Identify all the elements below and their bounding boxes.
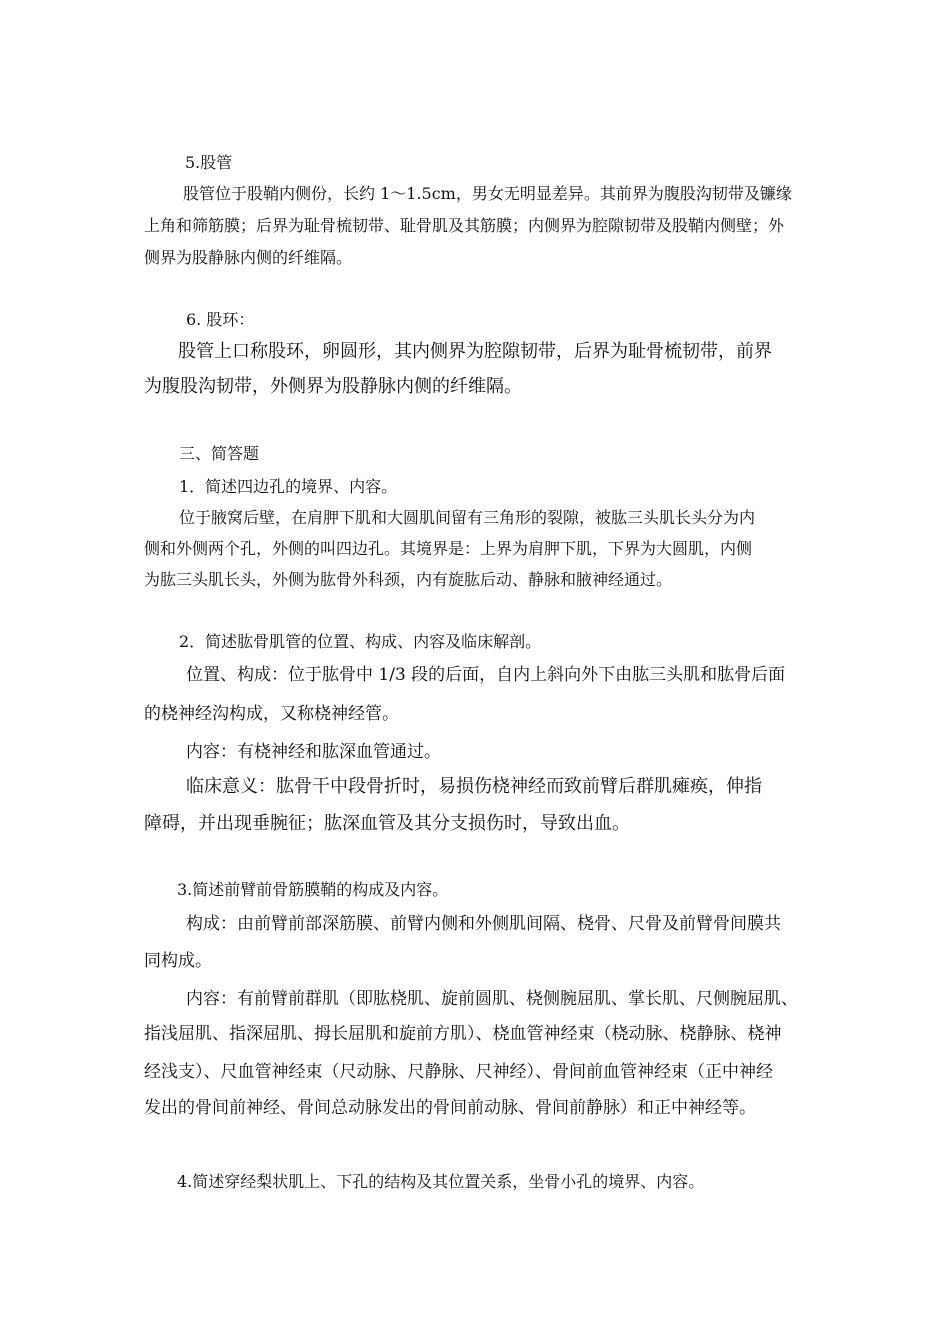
question-1: 1．简述四边孔的境界、内容。	[179, 477, 398, 496]
section-5-line: 股管位于股鞘内侧份，长约 1～1.5cm，男女无明显差异。其前界为腹股沟韧带及镰缘	[183, 184, 792, 203]
part-3-heading: 三、简答题	[179, 444, 260, 463]
question-2: 2．简述肱骨肌管的位置、构成、内容及临床解剖。	[179, 632, 542, 651]
section-5-line: 上角和筛筋膜；后界为耻骨梳韧带、耻骨肌及其筋膜；内侧界为腔隙韧带及股鞘内侧壁；外	[144, 216, 785, 235]
answer-2-clinical-line: 障碍，并出现垂腕征；肱深血管及其分支损伤时，导致出血。	[144, 813, 630, 834]
answer-3-composition-line: 同构成。	[144, 951, 212, 971]
question-3: 3.简述前臂前骨筋膜鞘的构成及内容。	[177, 880, 449, 899]
answer-2-content-line: 内容：有桡神经和肱深血管通过。	[186, 742, 441, 762]
answer-2-position-line: 的桡神经沟构成，又称桡神经管。	[144, 704, 399, 724]
answer-3-content-line: 经浅支）、尺血管神经束（尺动脉、尺静脉、尺神经）、骨间前血管神经束（正中神经	[144, 1062, 773, 1082]
answer-3-composition-line: 构成：由前臂前部深筋膜、前臂内侧和外侧肌间隔、桡骨、尺骨及前臂骨间膜共	[186, 914, 781, 934]
question-4: 4.简述穿经梨状肌上、下孔的结构及其位置关系，坐骨小孔的境界、内容。	[177, 1172, 705, 1191]
answer-1-line: 侧和外侧两个孔，外侧的叫四边孔。其境界是：上界为肩胛下肌，下界为大圆肌，内侧	[144, 539, 753, 558]
answer-2-position-line: 位置、构成：位于肱骨中 1/3 段的后面，自内上斜向外下由肱三头肌和肱骨后面	[186, 665, 786, 685]
section-5-line: 侧界为股静脉内侧的纤维隔。	[144, 248, 353, 267]
section-5-heading: 5.股管	[185, 153, 233, 172]
answer-1-line: 为肱三头肌长头，外侧为肱骨外科颈，内有旋肱后动、静脉和腋神经通过。	[144, 570, 673, 589]
answer-2-clinical-line: 临床意义：肱骨干中段骨折时，易损伤桡神经而致前臂后群肌瘫痪，伸指	[186, 776, 762, 797]
section-6-line: 为腹股沟韧带，外侧界为股静脉内侧的纤维隔。	[144, 376, 522, 397]
answer-3-content-line: 内容：有前臂前群肌（即肱桡肌、旋前圆肌、桡侧腕屈肌、掌长肌、尺侧腕屈肌、	[186, 989, 798, 1009]
answer-3-content-line: 发出的骨间前神经、骨间总动脉发出的骨间前动脉、骨间前静脉）和正中神经等。	[144, 1098, 756, 1118]
answer-1-line: 位于腋窝后壁，在肩胛下肌和大圆肌间留有三角形的裂隙，被肱三头肌长头分为内	[179, 508, 756, 527]
section-6-line: 股管上口称股环，卵圆形，其内侧界为腔隙韧带，后界为耻骨梳韧带，前界	[178, 341, 772, 362]
answer-3-content-line: 指浅屈肌、指深屈肌、拇长屈肌和旋前方肌）、桡血管神经束（桡动脉、桡静脉、桡神	[144, 1024, 782, 1044]
section-6-heading: 6. 股环：	[186, 310, 255, 329]
